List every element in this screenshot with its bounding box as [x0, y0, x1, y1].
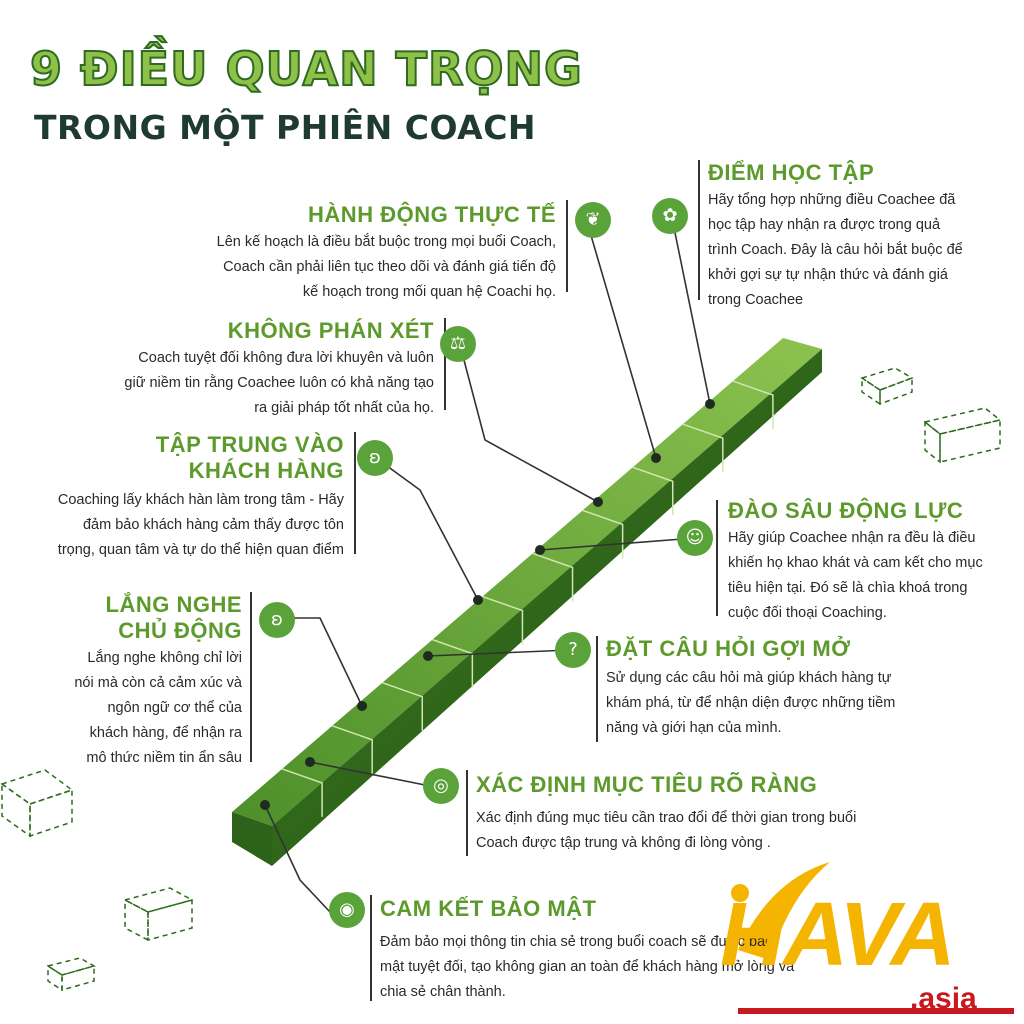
item-heading: ĐÀO SÂU ĐỘNG LỰC: [728, 498, 964, 523]
item-text: Hãy tổng hợp những điều Coachee đã học tập hay nhận ra được trong quả trình Coach. Đây là câu hỏi bắt buộc để khởi gợi sự tự nhận thức và đánh giá trong Coachee: [708, 192, 963, 308]
item-heading: HÀNH ĐỘNG THỰC TẾ: [308, 202, 556, 227]
item-text: Coach tuyệt đối không đưa lời khuyên và luôn giữ niềm tin rằng Coachee luôn có khả năng tạo ra giải pháp tốt nhất của họ.: [124, 350, 434, 416]
step-marker-dot: [260, 800, 270, 810]
accent-bar: [466, 770, 468, 856]
item-text: Hãy giúp Coachee nhận ra đều là điều khiến họ khao khát và cam kết cho mục tiêu hiện tại. Đó sẽ là chìa khoá trong cuộc đối thoại Coaching.: [728, 530, 983, 621]
item-heading: LẮNG NGHE CHỦ ĐỘNG: [105, 592, 242, 643]
step-marker-dot: [651, 453, 661, 463]
connector-line: [460, 345, 598, 502]
item-text: Coaching lấy khách hàn làm trong tâm - Hãy đảm bảo khách hàng cảm thấy được tôn trọng, quan tâm và tự do thể hiện quan điểm: [57, 492, 344, 558]
connector-line: [376, 458, 478, 600]
item-heading: TẬP TRUNG VÀO KHÁCH HÀNG: [155, 432, 344, 483]
target-icon: ◎: [423, 768, 459, 804]
step-marker-dot: [535, 545, 545, 555]
ear-listen-icon: ʚ: [259, 602, 295, 638]
decor-box: [862, 368, 912, 404]
accent-bar: [354, 432, 356, 554]
connector-line: [590, 232, 656, 458]
brand-logo-suffix: .asia: [910, 982, 977, 1015]
learning-icon: ✿: [652, 198, 688, 234]
connector-line: [672, 218, 710, 404]
balance-scale-icon: ⚖: [440, 326, 476, 362]
item-text: Lắng nghe không chỉ lời nói mà còn cả cảm xúc và ngôn ngữ cơ thể của khách hàng, để nhận ra mô thức niềm tin ẩn sâu: [74, 650, 242, 766]
question-icon: ?: [555, 632, 591, 668]
decor-box: [125, 888, 192, 940]
page-subtitle: TRONG MỘT PHIÊN COACH: [34, 108, 537, 147]
accent-bar: [250, 592, 252, 762]
item-text: Sử dụng các câu hỏi mà giúp khách hàng tự khám phá, từ để nhận diện được những tiềm năng và giới hạn của mình.: [606, 670, 896, 736]
step-marker-dot: [473, 595, 483, 605]
step-marker-dot: [357, 701, 367, 711]
step-marker-dot: [705, 399, 715, 409]
action-plant-icon: ❦: [575, 202, 611, 238]
ear-icon: ʚ: [357, 440, 393, 476]
lock-icon: ◉: [329, 892, 365, 928]
decor-box: [925, 408, 1000, 462]
item-heading: ĐIỂM HỌC TẬP: [708, 160, 875, 185]
item-heading: KHÔNG PHÁN XÉT: [227, 318, 434, 343]
motivation-icon: ☺: [677, 520, 713, 556]
decor-box: [2, 770, 72, 836]
item-text: Đảm bảo mọi thông tin chia sẻ trong buổi coach sẽ được bảo mật tuyệt đối, tạo không gian an toàn để khách hàng mở lòng và chia sẻ chân thành.: [380, 934, 795, 1000]
accent-bar: [596, 636, 598, 742]
item-text: Lên kế hoạch là điều bắt buộc trong mọi buổi Coach, Coach cần phải liên tục theo dõi và đánh giá tiến độ kế hoạch trong mối quan hệ Coachi họ.: [216, 234, 556, 300]
item-heading: CAM KẾT BẢO MẬT: [380, 896, 597, 921]
step-marker-dot: [593, 497, 603, 507]
page-title: 9 ĐIỀU QUAN TRỌNG: [30, 42, 583, 96]
item-heading: XÁC ĐỊNH MỤC TIÊU RÕ RÀNG: [476, 772, 818, 797]
step-marker-dot: [423, 651, 433, 661]
brand-logo: HAVA: [720, 885, 954, 985]
decor-box: [48, 958, 94, 990]
accent-bar: [698, 160, 700, 300]
accent-bar: [716, 500, 718, 616]
connector-line: [280, 618, 362, 706]
step-marker-dot: [305, 757, 315, 767]
accent-bar: [566, 200, 568, 292]
accent-bar: [370, 895, 372, 1001]
item-heading: ĐẶT CÂU HỎI GỢI MỞ: [606, 636, 851, 661]
item-text: Xác định đúng mục tiêu cần trao đổi để thời gian trong buổi Coach được tập trung và không đi lòng vòng .: [476, 810, 857, 851]
